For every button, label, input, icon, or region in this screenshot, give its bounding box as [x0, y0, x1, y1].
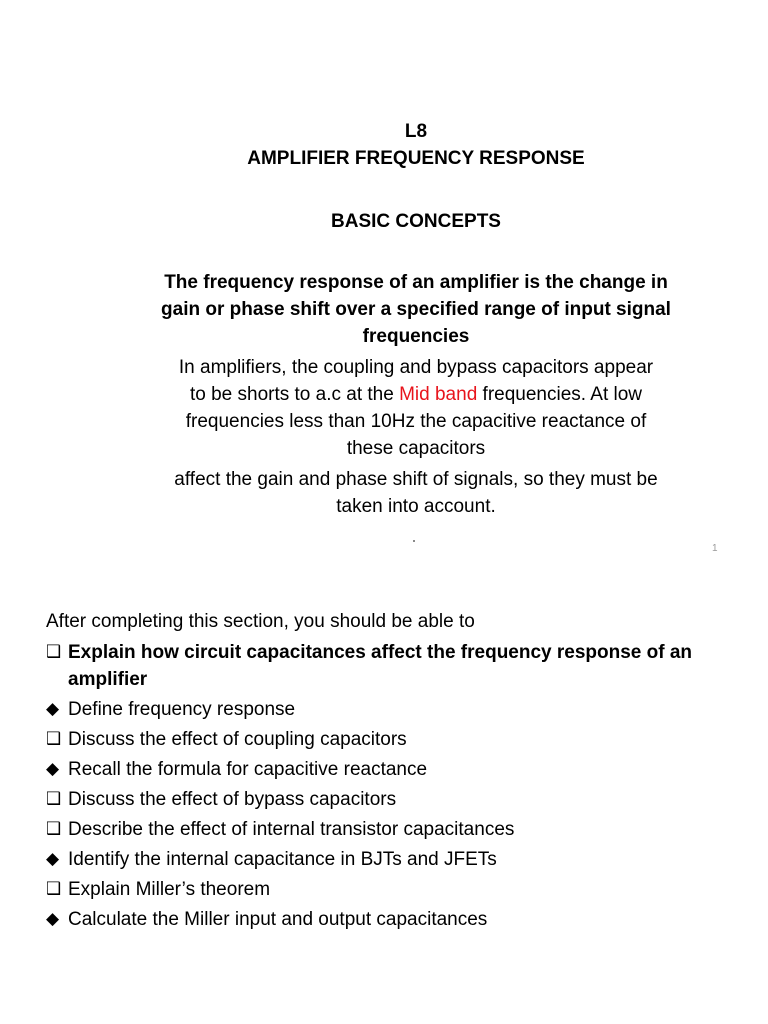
diamond-bullet-icon: ◆ — [46, 759, 60, 779]
definition-line-1: The frequency response of an amplifier is the change in — [164, 272, 668, 293]
objectives-intro: After completing this section, you should be able to — [46, 611, 475, 632]
body-line-2-end: frequencies. At low — [477, 384, 643, 405]
objective-item — [46, 816, 736, 843]
objective-text — [68, 876, 736, 903]
center-dot — [413, 540, 415, 542]
checkbox-bullet-icon: ❑ — [46, 729, 62, 749]
objective-text — [68, 639, 736, 693]
diamond-bullet-icon: ◆ — [46, 849, 60, 869]
objective-text — [68, 726, 736, 753]
checkbox-bullet-icon: ❑ — [46, 789, 62, 809]
body-line-4: these capacitors — [346, 438, 486, 459]
page-number: 1 — [712, 543, 718, 554]
slide-content — [150, 118, 682, 520]
body-line-5: affect the gain and phase shift of signals, so they must be — [174, 469, 658, 490]
objective-item — [46, 876, 736, 903]
objective-item — [46, 906, 736, 933]
definition-line-2: gain or phase shift over a specified range of input signal — [161, 299, 671, 320]
objective-item — [46, 786, 736, 813]
checkbox-bullet-icon: ❑ — [46, 879, 62, 899]
lesson-label: L8 — [404, 121, 428, 142]
objective-text-line: Describe the effect of internal transistor capacitances — [68, 819, 515, 840]
checkbox-bullet-icon: ❑ — [46, 642, 62, 662]
objective-text — [68, 696, 736, 723]
objective-text-line: Explain how circuit capacitances affect the frequency response of an — [68, 642, 693, 663]
objective-text-line: Discuss the effect of coupling capacitors — [68, 729, 407, 750]
objectives-items — [46, 639, 736, 933]
definition-line-3: frequencies — [362, 326, 470, 347]
objective-item — [46, 639, 736, 693]
objective-text-line: Explain Miller’s theorem — [68, 879, 271, 900]
objective-item — [46, 696, 736, 723]
objective-item — [46, 846, 736, 873]
objective-text-line: Identify the internal capacitance in BJTs and JFETs — [68, 849, 497, 870]
body-line-2 — [150, 381, 682, 408]
body-line-2-start: to be shorts to a.c at the — [189, 384, 400, 405]
objective-text-line: Calculate the Miller input and output capacitances — [68, 909, 488, 930]
objective-text-line: Define frequency response — [68, 699, 296, 720]
diamond-bullet-icon: ◆ — [46, 909, 60, 929]
objective-text — [68, 846, 736, 873]
objective-item — [46, 726, 736, 753]
objective-text — [68, 786, 736, 813]
objective-text — [68, 906, 736, 933]
body-line-3: frequencies less than 10Hz the capacitive reactance of — [185, 411, 647, 432]
objective-text-line: Recall the formula for capacitive reactance — [68, 759, 428, 780]
section-heading: BASIC CONCEPTS — [331, 211, 501, 232]
objective-item — [46, 756, 736, 783]
checkbox-bullet-icon: ❑ — [46, 819, 62, 839]
objectives-list — [46, 607, 736, 933]
diamond-bullet-icon: ◆ — [46, 699, 60, 719]
objective-text — [68, 756, 736, 783]
objective-text-line: amplifier — [68, 669, 148, 690]
mid-band-highlight: Mid band — [399, 384, 478, 405]
objective-text — [68, 816, 736, 843]
body-line-6: taken into account. — [336, 496, 496, 517]
page-title: AMPLIFIER FREQUENCY RESPONSE — [247, 148, 585, 169]
objective-text-line: Discuss the effect of bypass capacitors — [68, 789, 397, 810]
body-line-1: In amplifiers, the coupling and bypass capacitors appear — [178, 357, 654, 378]
